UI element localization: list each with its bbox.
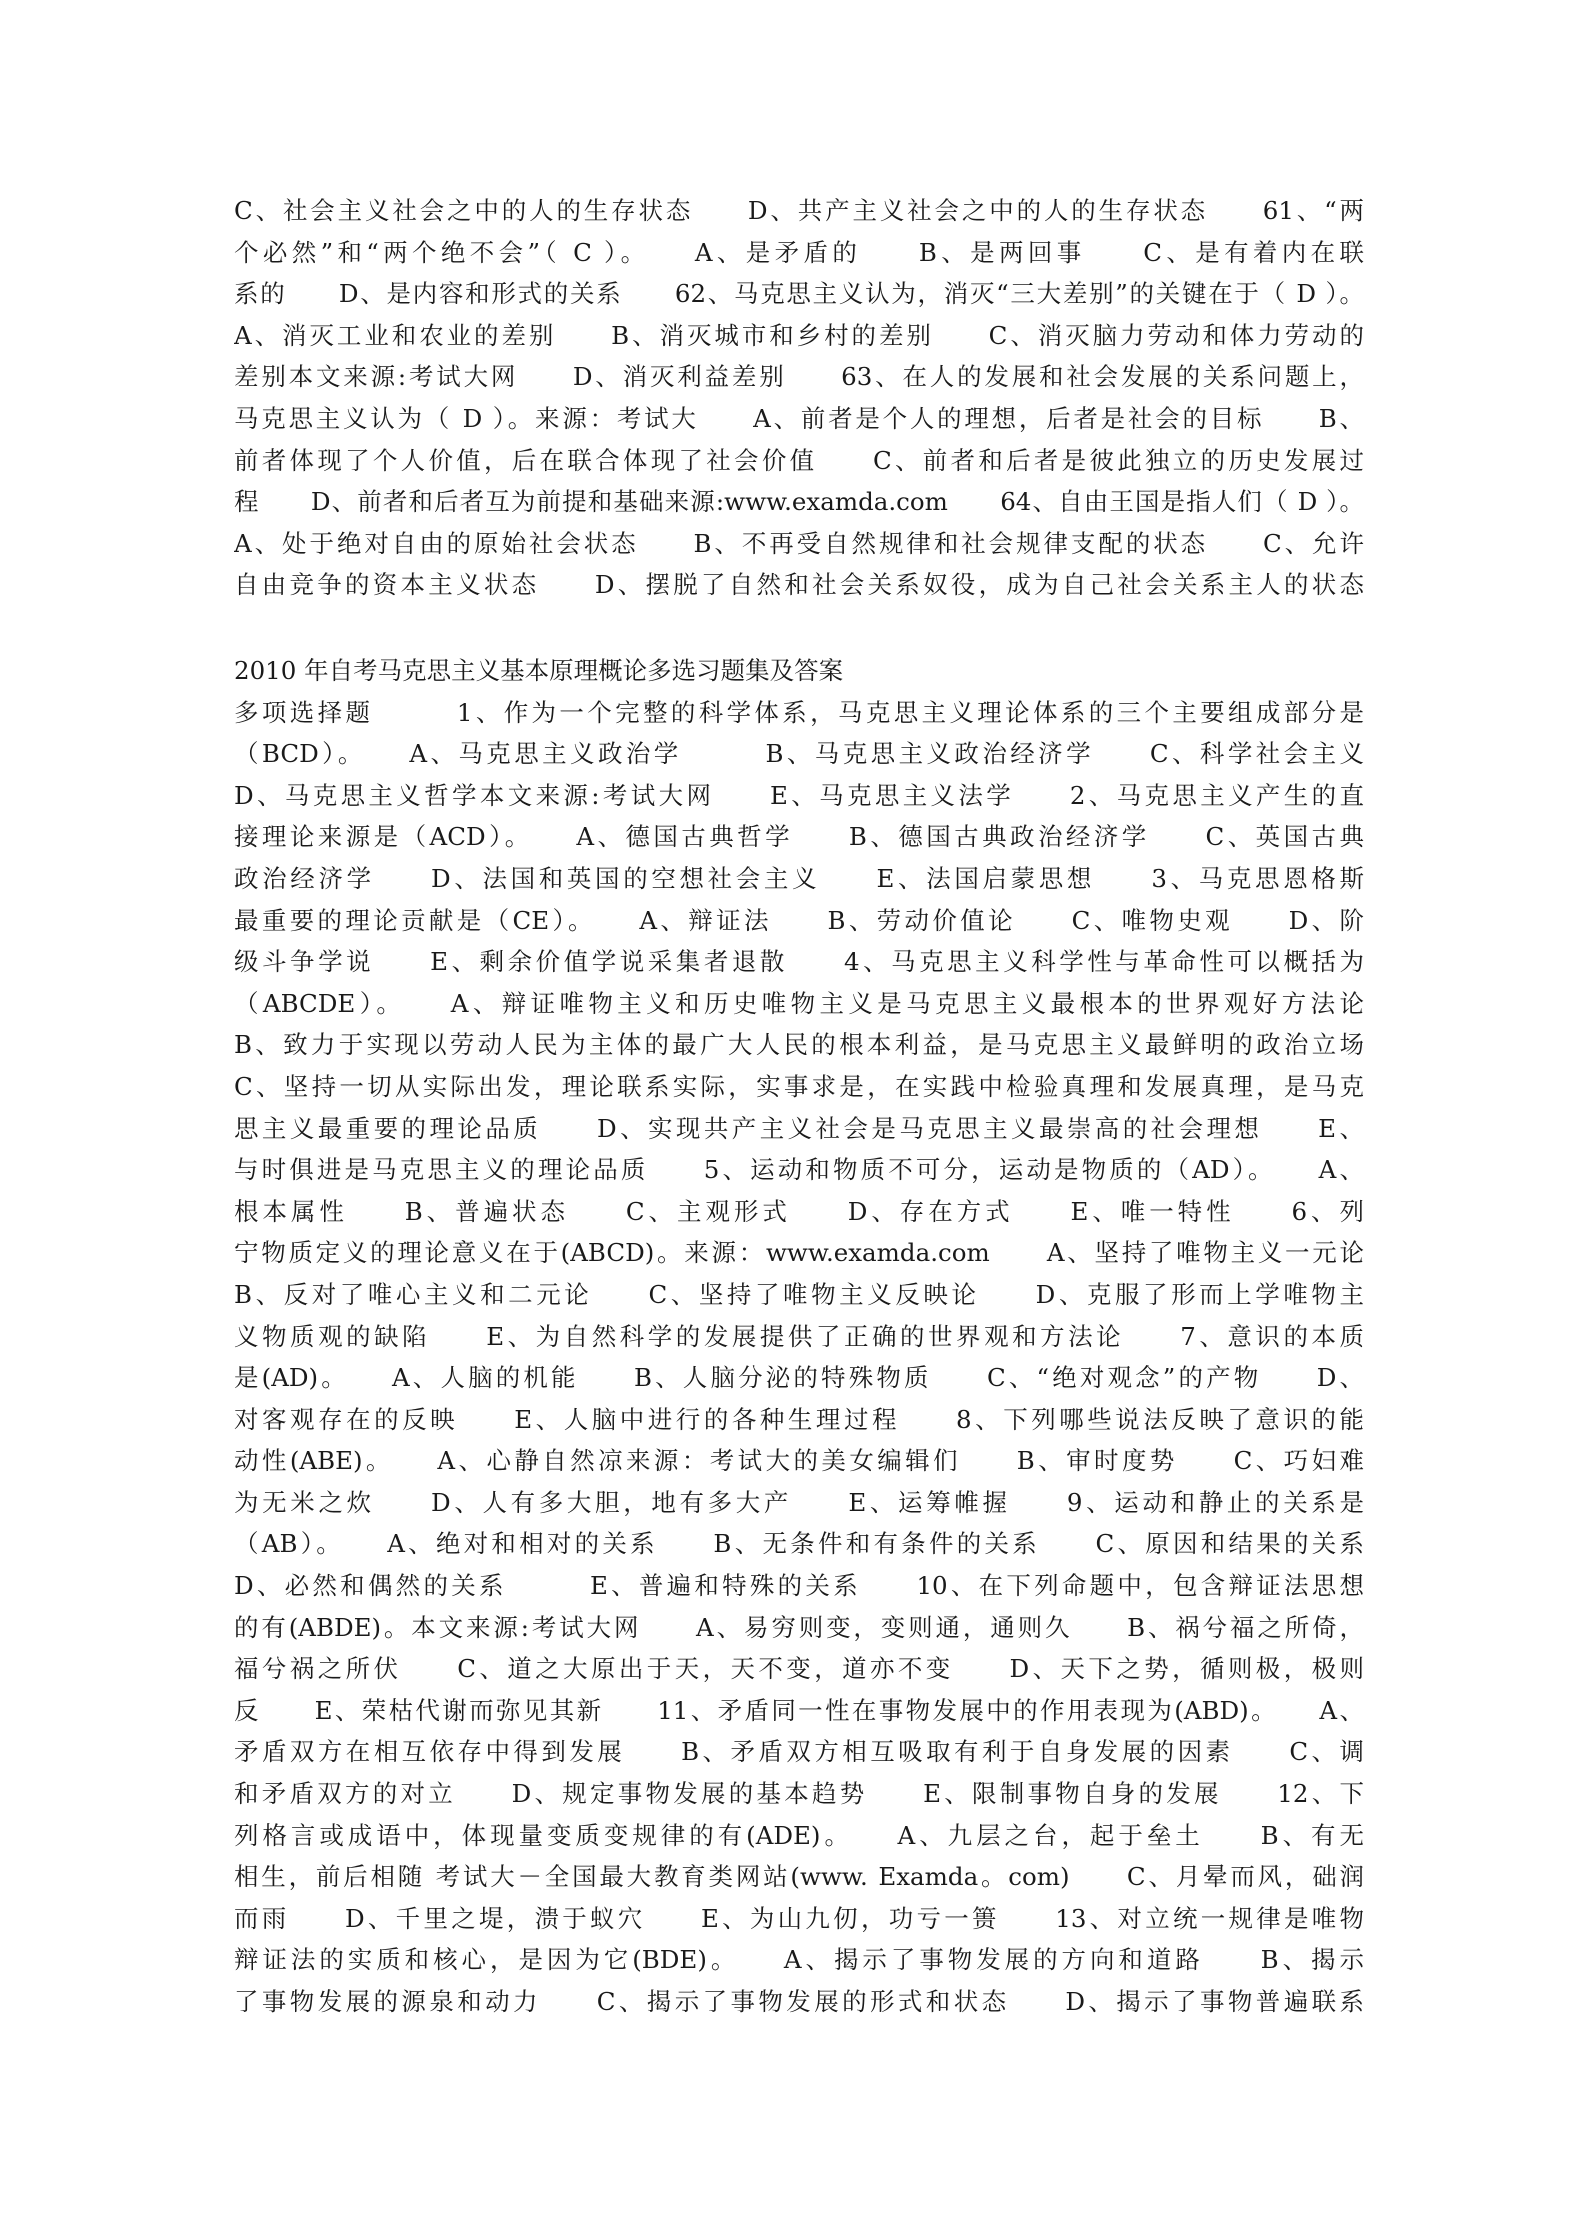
text-line: 福兮祸之所伏 C、道之大原出于天，天不变，道亦不变 D、天下之势，循则极，极则 <box>234 1654 1364 1684</box>
text-line: 多项选择题 1、作为一个完整的科学体系，马克思主义理论体系的三个主要组成部分是 <box>234 697 1364 727</box>
text-line: 自由竞争的资本主义状态 D、摆脱了自然和社会关系奴役，成为自己社会关系主人的状态 <box>234 570 1364 600</box>
text-line: A、处于绝对自由的原始社会状态 B、不再受自然规律和社会规律支配的状态 C、允许 <box>234 528 1364 558</box>
text-line: 宁物质定义的理论意义在于(ABCD)。来源：www.examda.com A、坚持了唯物主义一元论 <box>234 1238 1364 1268</box>
text-line: （BCD）。 A、马克思主义政治学 B、马克思主义政治经济学 C、科学社会主义 <box>234 739 1364 769</box>
text-line: B、反对了唯心主义和二元论 C、坚持了唯物主义反映论 D、克服了形而上学唯物主 <box>234 1279 1364 1309</box>
text-line: 政治经济学 D、法国和英国的空想社会主义 E、法国启蒙思想 3、马克思恩格斯 <box>234 863 1364 893</box>
text-line: C、坚持一切从实际出发，理论联系实际，实事求是，在实践中检验真理和发展真理，是马克 <box>234 1071 1364 1101</box>
text-line: 系的 D、是内容和形式的关系 62、马克思主义认为，消灭“三大差别”的关键在于（ D ）。 <box>234 279 1364 309</box>
text-line: 为无米之炊 D、人有多大胆，地有多大产 E、运筹帷握 9、运动和静止的关系是 <box>234 1487 1364 1517</box>
text-line: 个必然”和“两个绝不会”（ C ）。 A、是矛盾的 B、是两回事 C、是有着内在联 <box>234 237 1364 267</box>
text-line: 马克思主义认为（ D ）。来源：考试大 A、前者是个人的理想，后者是社会的目标 B、 <box>234 403 1364 433</box>
text-line: 根本属性 B、普遍状态 C、主观形式 D、存在方式 E、唯一特性 6、列 <box>234 1196 1364 1226</box>
text-line: 列格言或成语中，体现量变质变规律的有(ADE)。 A、九层之台，起于垒土 B、有无 <box>234 1820 1364 1850</box>
text-block-top <box>234 190 1364 606</box>
text-line: 是(AD)。 A、人脑的机能 B、人脑分泌的特殊物质 C、“绝对观念”的产物 D、 <box>234 1363 1364 1393</box>
text-line: A、消灭工业和农业的差别 B、消灭城市和乡村的差别 C、消灭脑力劳动和体力劳动的 <box>234 320 1364 350</box>
text-line: 与时俱进是马克思主义的理论品质 5、运动和物质不可分，运动是物质的（AD）。 A、 <box>234 1155 1364 1185</box>
text-line: 级斗争学说 E、剩余价值学说采集者退散 4、马克思主义科学性与革命性可以概括为 <box>234 947 1364 977</box>
text-line: C、社会主义社会之中的人的生存状态 D、共产主义社会之中的人的生存状态 61、“两 <box>234 196 1364 225</box>
text-line: （ABCDE）。 A、辩证唯物主义和历史唯物主义是马克思主义最根本的世界观好方法论 <box>234 988 1364 1018</box>
text-line: 差别本文来源:考试大网 D、消灭利益差别 63、在人的发展和社会发展的关系问题上， <box>234 362 1364 392</box>
text-line: B、致力于实现以劳动人民为主体的最广大人民的根本利益，是马克思主义最鲜明的政治立场 <box>234 1030 1364 1060</box>
text-line: 思主义最重要的理论品质 D、实现共产主义社会是马克思主义最崇高的社会理想 E、 <box>234 1113 1364 1143</box>
text-line: 程 D、前者和后者互为前提和基础来源:www.examda.com 64、自由王国是指人们（ D ）。 <box>234 487 1364 517</box>
text-line: 义物质观的缺陷 E、为自然科学的发展提供了正确的世界观和方法论 7、意识的本质 <box>234 1321 1364 1351</box>
text-line: 反 E、荣枯代谢而弥见其新 11、矛盾同一性在事物发展中的作用表现为(ABD)。 A、 <box>234 1695 1364 1725</box>
text-line: D、必然和偶然的关系 E、普遍和特殊的关系 10、在下列命题中，包含辩证法思想 <box>234 1571 1364 1601</box>
section-title: 2010 年自考马克思主义基本原理概论多选习题集及答案 <box>234 656 844 685</box>
text-block-bottom <box>234 650 1364 2023</box>
text-line: 前者体现了个人价值，后在联合体现了社会价值 C、前者和后者是彼此独立的历史发展过 <box>234 445 1364 475</box>
text-line: 辩证法的实质和核心，是因为它(BDE)。 A、揭示了事物发展的方向和道路 B、揭示 <box>234 1945 1364 1975</box>
text-line: 矛盾双方在相互依存中得到发展 B、矛盾双方相互吸取有利于自身发展的因素 C、调 <box>234 1737 1364 1767</box>
text-line: 对客观存在的反映 E、人脑中进行的各种生理过程 8、下列哪些说法反映了意识的能 <box>234 1404 1364 1434</box>
text-line: 的有(ABDE)。本文来源:考试大网 A、易穷则变，变则通，通则久 B、祸兮福之所倚， <box>234 1612 1364 1642</box>
text-line: D、马克思主义哲学本文来源:考试大网 E、马克思主义法学 2、马克思主义产生的直 <box>234 780 1364 810</box>
text-line: 动性(ABE)。 A、心静自然凉来源：考试大的美女编辑们 B、审时度势 C、巧妇难 <box>234 1446 1364 1476</box>
text-line: 了事物发展的源泉和动力 C、揭示了事物发展的形式和状态 D、揭示了事物普遍联系 <box>234 1987 1364 2016</box>
text-line: 接理论来源是（ACD）。 A、德国古典哲学 B、德国古典政治经济学 C、英国古典 <box>234 822 1364 852</box>
text-line: （AB）。 A、绝对和相对的关系 B、无条件和有条件的关系 C、原因和结果的关系 <box>234 1529 1364 1559</box>
text-line: 相生，前后相随 考试大－全国最大教育类网站(www. Examda。com) C、月晕而风，础润 <box>234 1862 1364 1892</box>
text-line: 而雨 D、千里之堤，溃于蚁穴 E、为山九仞，功亏一篑 13、对立统一规律是唯物 <box>234 1903 1364 1933</box>
text-line: 和矛盾双方的对立 D、规定事物发展的基本趋势 E、限制事物自身的发展 12、下 <box>234 1779 1364 1809</box>
text-line: 最重要的理论贡献是（CE）。 A、辩证法 B、劳动价值论 C、唯物史观 D、阶 <box>234 905 1364 935</box>
